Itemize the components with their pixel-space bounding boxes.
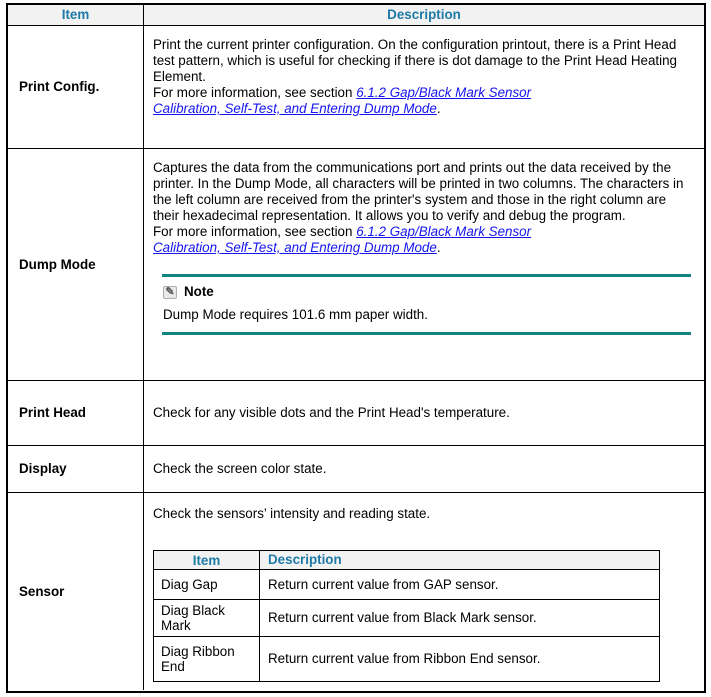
item-label-print-head: Print Head — [8, 381, 144, 445]
section-6-1-2-link[interactable]: 6.1.2 Gap/Black Mark Sensor Calibration, Self-Test, and Entering Dump Mode — [153, 224, 532, 255]
inner-item: Diag Black Mark — [154, 600, 260, 636]
table-row — [8, 380, 704, 445]
note-title: Note — [184, 284, 214, 299]
table-header-row — [8, 5, 704, 25]
table-row — [8, 148, 704, 380]
item-label-sensor: Sensor — [8, 493, 144, 690]
inner-item: Diag Gap — [154, 570, 260, 599]
inner-header-description: Description — [268, 552, 342, 567]
description-print-head: Check for any visible dots and the Print Head's temperature. — [153, 405, 510, 420]
inner-header-item: Item — [154, 551, 260, 569]
sensor-diagnostics-table — [153, 550, 660, 682]
inner-item: Diag Ribbon End — [154, 637, 260, 681]
inner-table-row-diag-ribbon-end — [154, 636, 659, 681]
note-title-row — [163, 284, 691, 300]
memo-pencil-icon: ✎ — [163, 286, 177, 299]
description-print-config — [144, 26, 704, 148]
header-description: Description — [387, 7, 461, 22]
inner-table-row-diag-gap — [154, 569, 659, 599]
note-text: Dump Mode requires 101.6 mm paper width. — [163, 307, 428, 322]
table-row — [8, 445, 704, 492]
inner-description: Return current value from GAP sensor. — [268, 576, 499, 592]
table-row — [8, 25, 704, 148]
more-info-suffix: . — [436, 101, 441, 116]
item-label-dump-mode: Dump Mode — [8, 149, 144, 380]
more-info-prefix: For more information, see section — [153, 85, 357, 100]
inner-table-row-diag-black-mark — [154, 599, 659, 636]
inner-description: Return current value from Black Mark sensor. — [268, 610, 537, 625]
print-config-body: Print the current printer configuration. On the configuration printout, there is a Print Head test pattern, which is useful for checking if there is dot damage to the Print Head Heating Element. — [153, 37, 678, 84]
sensor-body: Check the sensors’ intensity and reading state. — [153, 506, 431, 521]
inner-description: Return current value from Ribbon End sensor. — [268, 651, 541, 666]
note-callout — [162, 274, 691, 335]
more-info-suffix: . — [436, 240, 441, 255]
description-sensor — [144, 493, 704, 690]
inner-table-header-row — [154, 551, 659, 569]
dump-mode-body: Captures the data from the communications port and prints out the data received by the printer. In the Dump Mode, all characters will be printed in two columns. The characters in the left column are received from the printer's system and those in the right column are their hexadecimal representation. It allows you to verify and debug the program. — [153, 160, 684, 223]
item-label-display: Display — [8, 446, 144, 492]
description-dump-mode — [144, 149, 704, 380]
item-label-print-config: Print Config. — [8, 26, 144, 148]
description-display: Check the screen color state. — [153, 461, 327, 476]
more-info-prefix: For more information, see section — [153, 224, 357, 239]
section-6-1-2-link[interactable]: 6.1.2 Gap/Black Mark Sensor Calibration, Self-Test, and Entering Dump Mode — [153, 85, 532, 116]
diagnostic-items-table — [6, 3, 706, 693]
table-row — [8, 492, 704, 690]
header-item: Item — [8, 5, 144, 25]
